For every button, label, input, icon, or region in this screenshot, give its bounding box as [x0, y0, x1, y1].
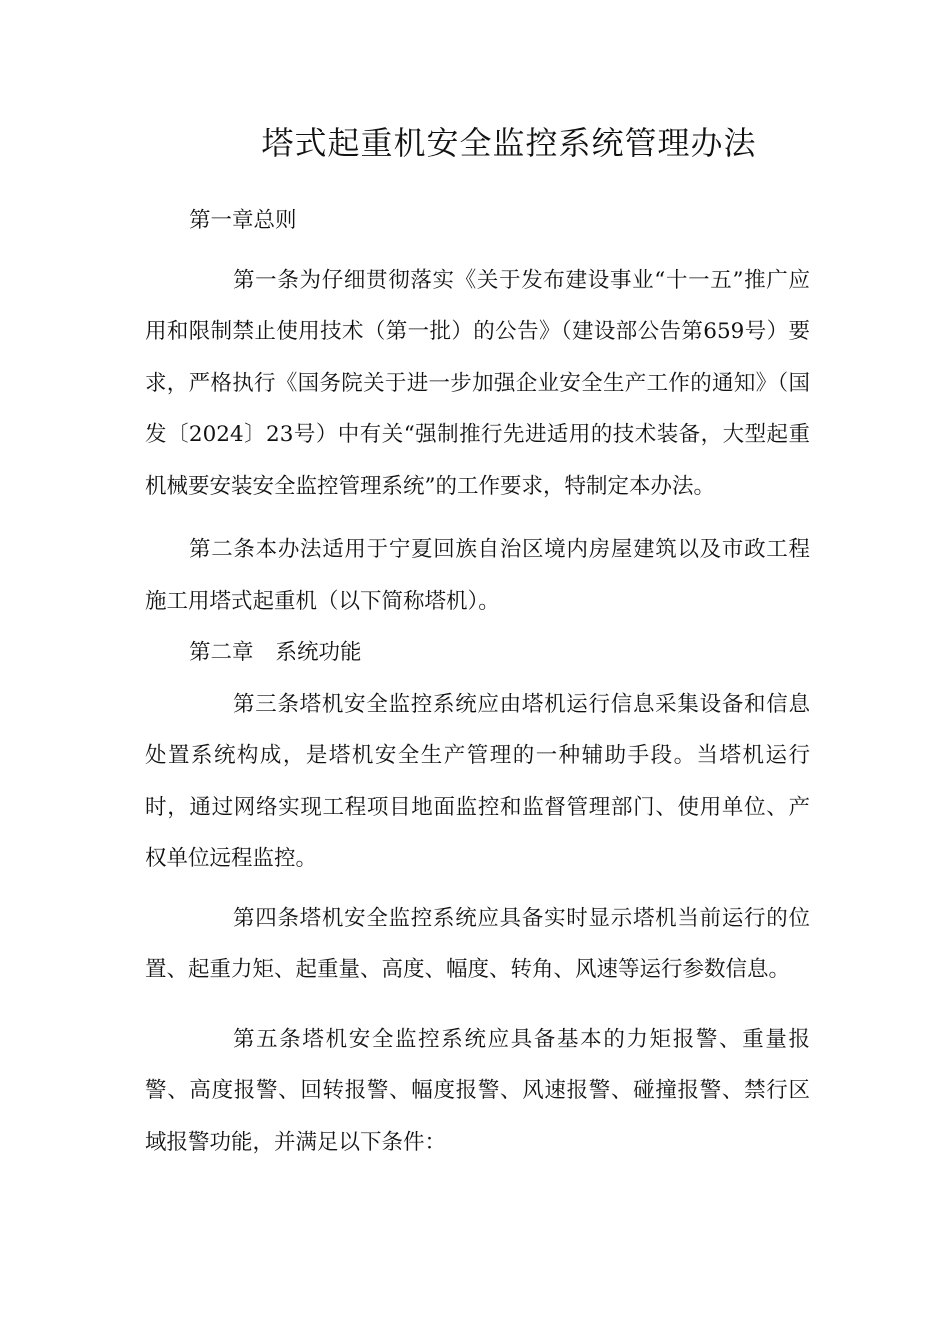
chapter-2-heading: [145, 627, 810, 679]
article-5: 第五条塔机安全监控系统应具备基本的力矩报警、重量报警、高度报警、回转报警、幅度报警、风速报警、碰撞报警、禁行区域报警功能，并满足以下条件：: [145, 1026, 810, 1155]
document-title: 塔式起重机安全监控系统管理办法: [261, 124, 757, 162]
article-4: 第四条塔机安全监控系统应具备实时显示塔机当前运行的位置、起重力矩、起重量、高度、幅度、转角、风速等运行参数信息。: [145, 905, 810, 982]
chapter-2-number: 第二章: [189, 640, 254, 665]
document-body: [145, 195, 810, 1168]
article-3: 第三条塔机安全监控系统应由塔机运行信息采集设备和信息处置系统构成，是塔机安全生产管理的一种辅助手段。当塔机运行时，通过网络实现工程项目地面监控和监督管理部门、使用单位、产权单位远程监控。: [145, 691, 810, 871]
chapter-2-title: 系统功能: [275, 640, 362, 665]
article-2: 第二条本办法适用于宁夏回族自治区境内房屋建筑以及市政工程施工用塔式起重机（以下简称塔机）。: [145, 537, 810, 614]
chapter-1-heading: 第一章总则: [189, 208, 297, 233]
article-1: 第一条为仔细贯彻落实《关于发布建设事业“十一五”推广应用和限制禁止使用技术（第一批）的公告》（建设部公告第659号）要求，严格执行《国务院关于进一步加强企业安全生产工作的通知》（国发〔2024〕23号）中有关“强制推行先进适用的技术装备，大型起重机械要安装安全监控管理系统”的工作要求，特制定本办法。: [145, 267, 810, 499]
